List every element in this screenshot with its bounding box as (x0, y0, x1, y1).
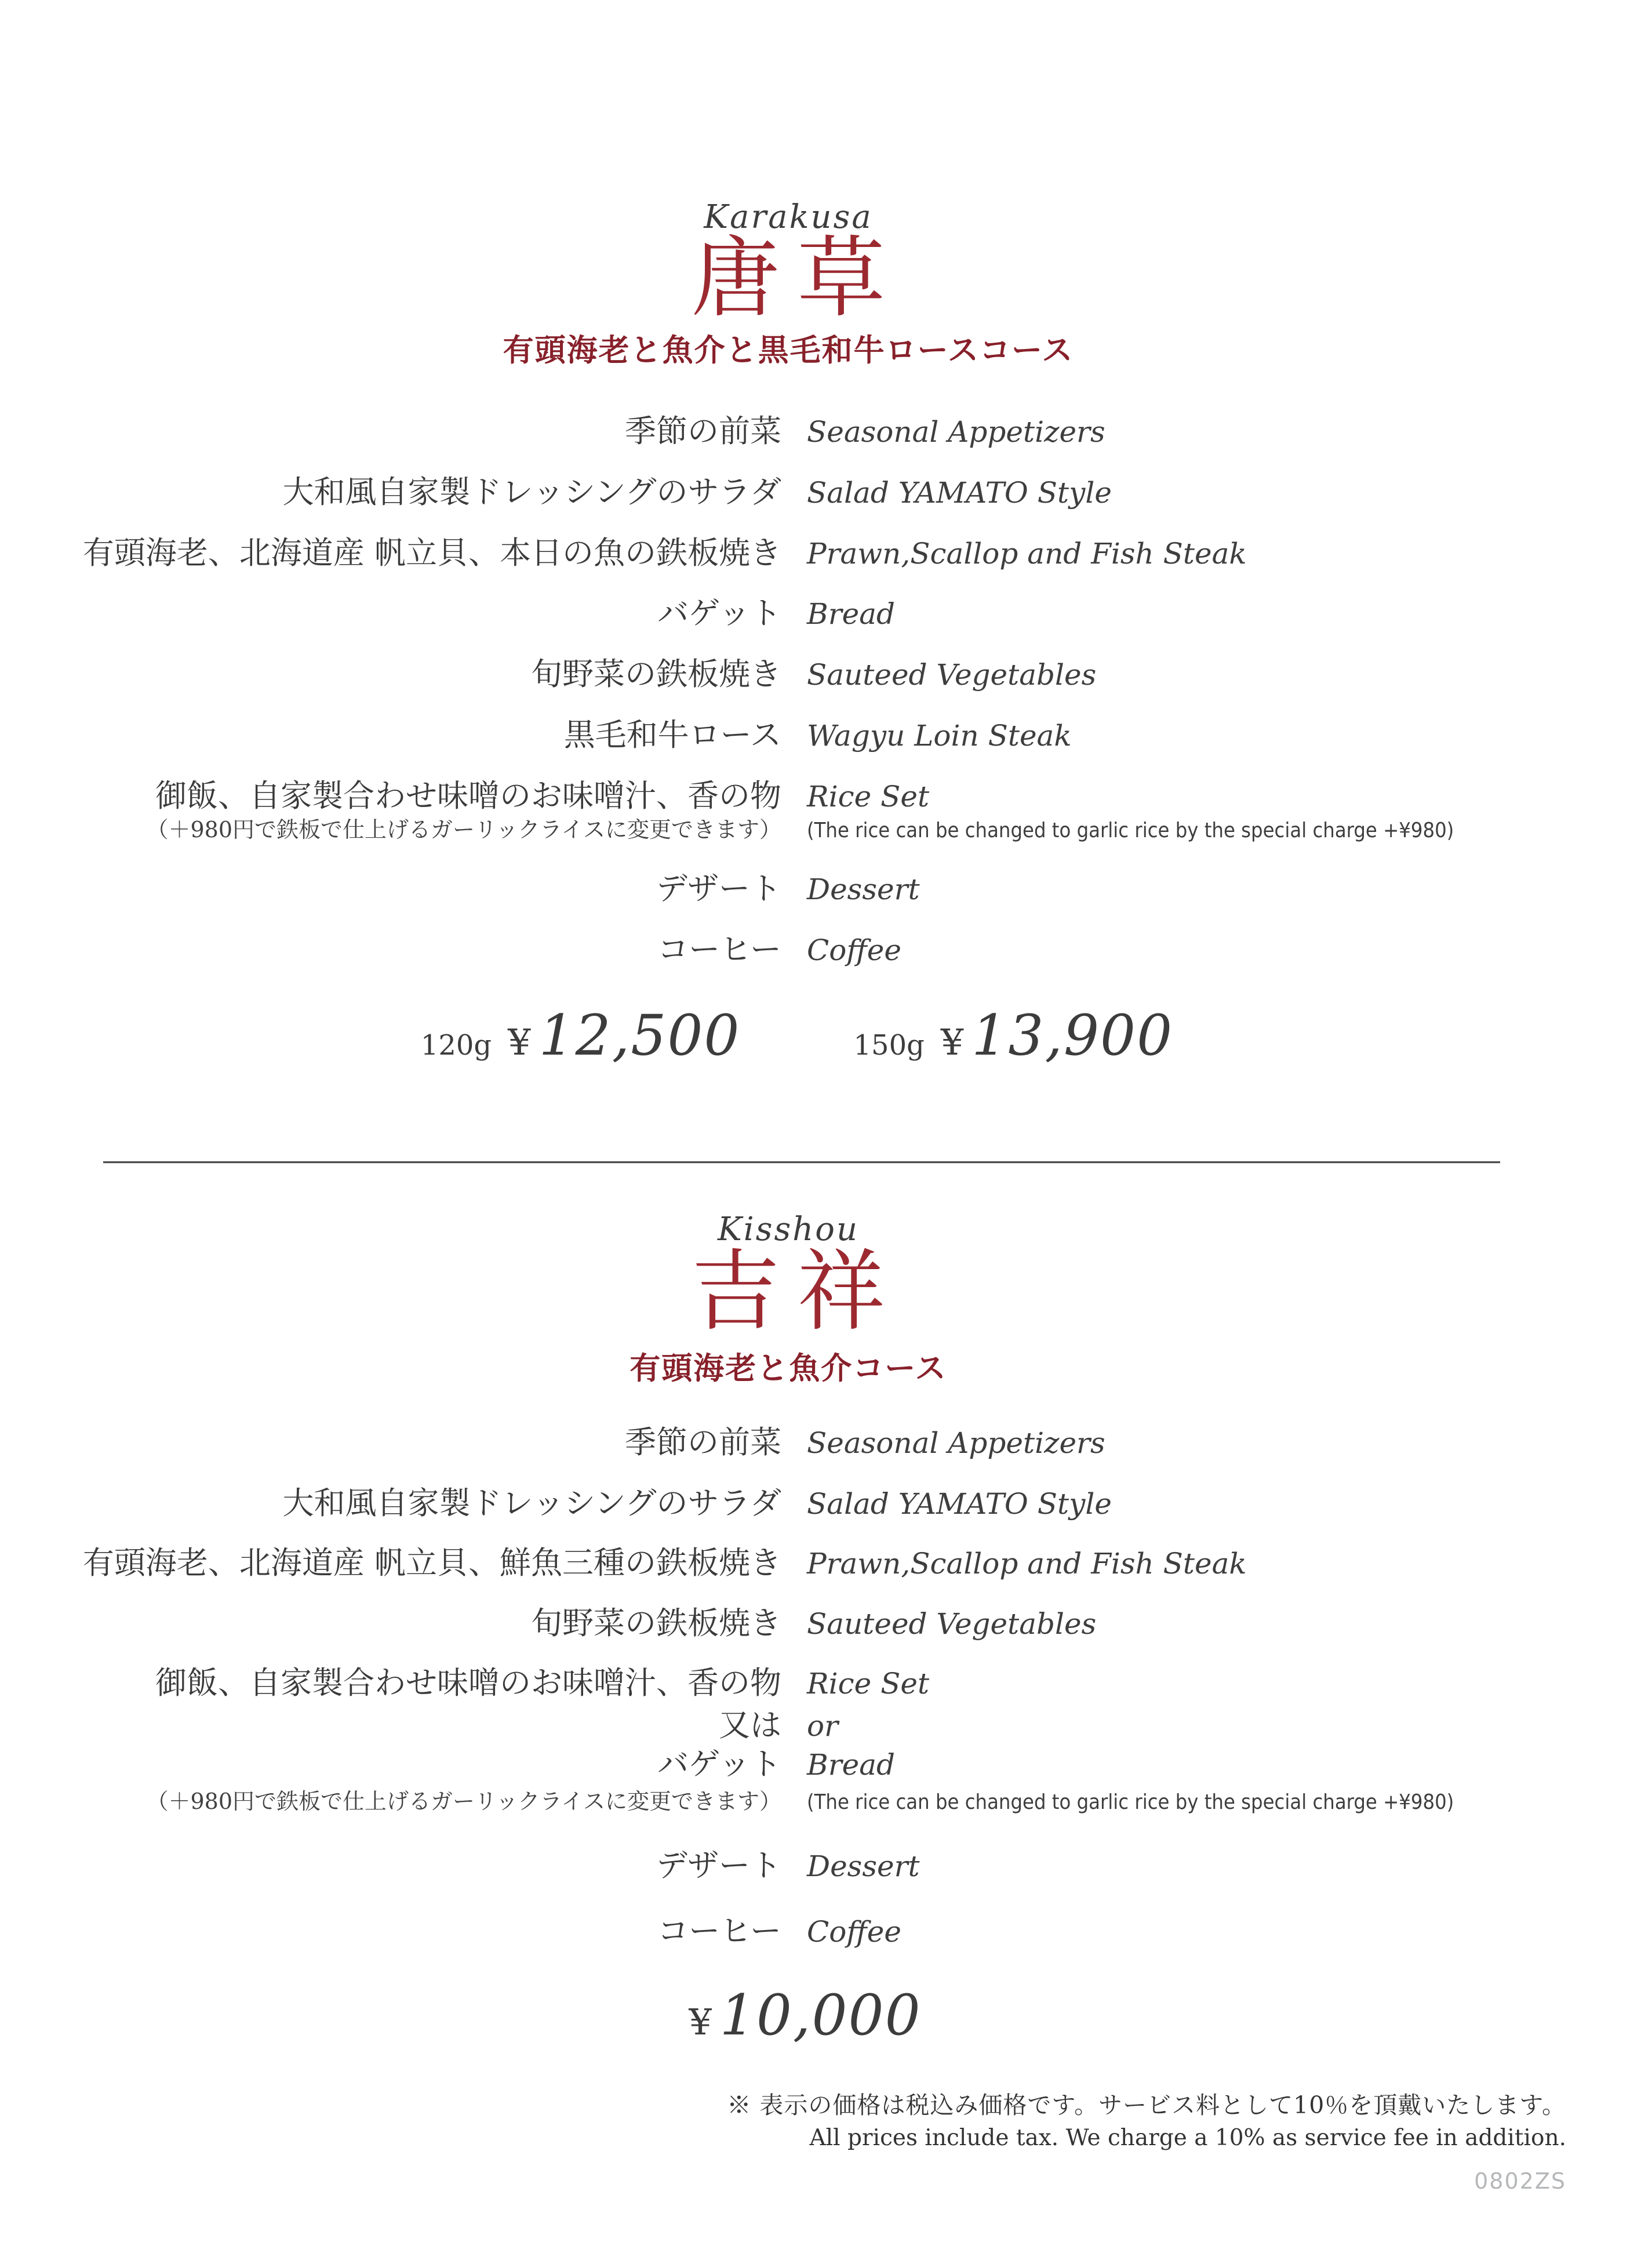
item-note-en: (The rice can be changed to garlic rice by the special charge +¥980) (807, 818, 1454, 842)
menu-row (0, 717, 1652, 754)
item-en: Sauteed Vegetables (807, 1607, 1097, 1641)
price-size: 150g (853, 1029, 925, 1062)
course1-subtitle: 有頭海老と魚介と黒毛和牛ロースコース (503, 332, 1074, 368)
footer-note-jp: ※ 表示の価格は税込み価格です。サービス料として10％を頂戴いたします。 (727, 2091, 1566, 2119)
menu-row (0, 535, 1652, 572)
yen-sign: ¥ (940, 1021, 964, 1063)
item-jp: コーヒー (657, 1913, 781, 1950)
course2-name-romaji: Kisshou (717, 1211, 860, 1248)
menu-row (0, 656, 1652, 693)
footer-code: 0802ZS (1474, 2168, 1566, 2194)
item-en: Coffee (807, 1915, 901, 1949)
yen-sign: ¥ (689, 2001, 712, 2043)
price-size: 120g (420, 1029, 492, 1062)
item-jp: 大和風自家製ドレッシングのサラダ (282, 473, 781, 510)
course2-name-kanji: 吉祥 (691, 1240, 903, 1343)
item-en: Dessert (807, 873, 920, 907)
course2-price (0, 1983, 1594, 2048)
menu-row (0, 1746, 1652, 1783)
yen-sign: ¥ (508, 1021, 531, 1063)
menu-row (0, 870, 1652, 908)
item-en: Rice Set (807, 779, 930, 813)
item-en: Dessert (807, 1849, 920, 1884)
item-jp: バゲット (657, 1745, 781, 1782)
item-jp: 有頭海老、北海道産 帆立貝、鮮魚三種の鉄板焼き (82, 1544, 781, 1581)
price-amount: 13,900 (971, 1003, 1174, 1068)
price-course2 (672, 1983, 921, 2048)
item-en: Seasonal Appetizers (807, 1426, 1105, 1460)
item-jp: 旬野菜の鉄板焼き (531, 1605, 781, 1642)
menu-row-note (0, 816, 1652, 845)
item-en: Prawn,Scallop and Fish Steak (807, 536, 1247, 570)
menu-row-or (0, 1707, 1652, 1745)
footer-note-en: All prices include tax. We charge a 10% as service fee in addition. (809, 2125, 1566, 2151)
item-en: or (807, 1709, 839, 1743)
course1-name-romaji: Karakusa (704, 198, 873, 236)
price-amount: 10,000 (719, 1983, 922, 2048)
item-jp: 御飯、自家製合わせ味噌のお味噌汁、香の物 (155, 777, 781, 814)
menu-row (0, 931, 1652, 969)
item-note-jp: （＋980円で鉄板で仕上げるガーリックライスに変更できます） (146, 1788, 781, 1814)
item-jp: デザート (656, 1847, 781, 1884)
item-en: Sauteed Vegetables (807, 658, 1097, 692)
course1-prices (0, 1003, 1594, 1068)
item-en: Seasonal Appetizers (807, 415, 1105, 449)
course1-items (0, 413, 1652, 969)
section-divider (103, 1161, 1500, 1164)
item-jp: 旬野菜の鉄板焼き (531, 656, 781, 693)
item-jp: 有頭海老、北海道産 帆立貝、本日の魚の鉄板焼き (82, 534, 781, 571)
menu-row (0, 1665, 1652, 1702)
item-jp: 又は (719, 1706, 781, 1743)
item-en: Bread (807, 597, 896, 631)
item-en: Wagyu Loin Steak (807, 718, 1072, 753)
item-en: Salad YAMATO Style (807, 1487, 1112, 1521)
course2-items (0, 1424, 1652, 1950)
item-en: Rice Set (807, 1667, 930, 1701)
menu-row (0, 1913, 1652, 1950)
footer (727, 2086, 1566, 2194)
item-en: Prawn,Scallop and Fish Steak (807, 1546, 1247, 1580)
item-en: Bread (807, 1747, 896, 1782)
price-120g (421, 1003, 741, 1068)
menu-row (0, 777, 1652, 815)
price-150g (854, 1003, 1174, 1068)
item-jp: バゲット (657, 595, 781, 632)
menu-row (0, 474, 1652, 511)
menu-row (0, 1424, 1652, 1462)
course2-subtitle: 有頭海老と魚介コース (629, 1350, 947, 1386)
menu-row (0, 1605, 1652, 1642)
menu-row (0, 1485, 1652, 1522)
course1-name-kanji: 唐草 (691, 227, 903, 329)
item-jp: 大和風自家製ドレッシングのサラダ (282, 1484, 781, 1521)
item-jp: 黒毛和牛ロース (563, 716, 781, 753)
item-jp: 御飯、自家製合わせ味噌のお味噌汁、香の物 (155, 1665, 781, 1702)
item-jp: コーヒー (657, 931, 781, 968)
item-note-en: (The rice can be changed to garlic rice by the special charge +¥980) (807, 1790, 1454, 1814)
menu-row (0, 595, 1652, 633)
menu-row (0, 1847, 1652, 1885)
menu-row (0, 1545, 1652, 1582)
menu-row (0, 413, 1652, 450)
item-jp: 季節の前菜 (625, 413, 781, 449)
menu-row-note (0, 1788, 1652, 1816)
item-note-jp: （＋980円で鉄板で仕上げるガーリックライスに変更できます） (146, 816, 781, 842)
item-jp: 季節の前菜 (625, 1424, 781, 1460)
price-amount: 12,500 (538, 1003, 741, 1068)
item-en: Coffee (807, 933, 901, 968)
item-jp: デザート (656, 870, 781, 907)
item-en: Salad YAMATO Style (807, 475, 1112, 510)
